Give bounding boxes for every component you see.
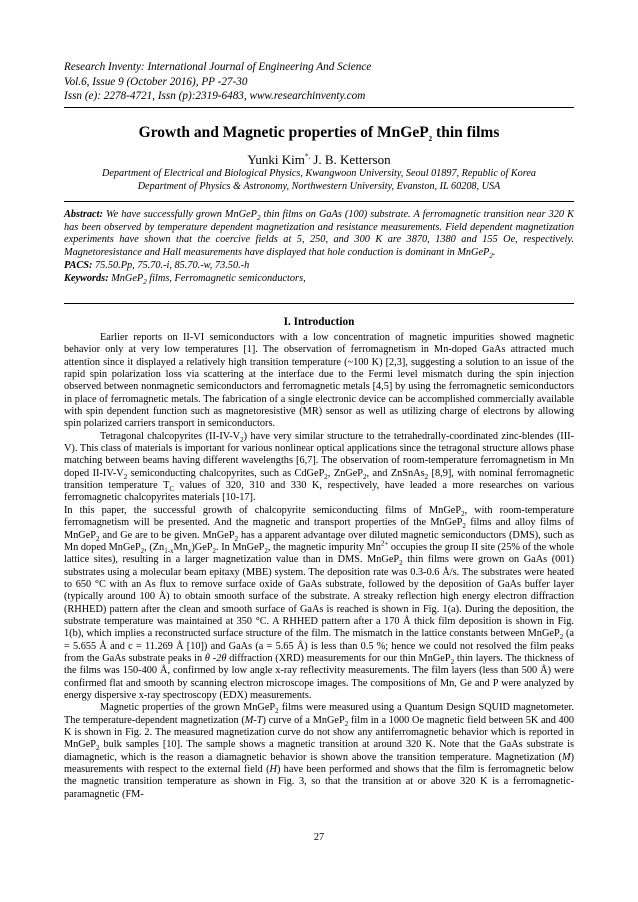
author-line: Yunki Kim*, J. B. Ketterson xyxy=(247,152,391,167)
page-number: 27 xyxy=(313,832,325,843)
section-heading: I. Introduction xyxy=(283,316,355,328)
abstract-rule-bottom xyxy=(64,303,574,304)
keywords-line: Keywords: MnGeP$_2$ films, Ferromagnetic semiconductors, xyxy=(64,272,306,286)
abstract: Abstract: We have successfully grown MnGeP$_2$ thin films on GaAs (100) substrate. A ferromagnetic transition near 320 K has been observed by temperature dependent magnetization and resistance measurements. Field dependent magnetization experiments have shown that the coercive fields at 5, 250, and 300 K are 3870, 1380 and 155 Oe, respectively. Magnetoresistance and Hall measurements have displayed that hole conduction is dominant in MnGeP$_2$. xyxy=(64,209,574,261)
body-text xyxy=(64,332,574,801)
affiliations xyxy=(64,168,574,193)
pacs-line: PACS: 75.50.Pp, 75.70.-i, 85.70.-w, 73.50.-h xyxy=(64,259,250,271)
affiliation-2: Department of Physics & Astronomy, Northwestern University, Evanston, IL 60208, USA xyxy=(137,180,501,192)
affiliation-1: Department of Electrical and Biological Physics, Kwangwoon University, Seoul 01897, Republic of Korea xyxy=(102,168,536,179)
abstract-block xyxy=(64,209,574,285)
paragraph-3: In this paper, the successful growth of chalcopyrite semiconducting films of MnGeP$_2$, with room-temperature ferromagnetism will be presented. And the magnetic and transport properties of the MnGeP$_2$ films and alloy films of MnGeP$_2$ and Ge are to be given. MnGeP$_2$ has a apparent advantage over diluted magnetic semiconductors (DMS), such as Mn doped MnGeP$_2$, $(Zn_{1-x}Mn_x)GeP_2$. In MnGeP$_2$, the magnetic impurity $Mn^{2+}$ occupies the group II site (25% of the whole lattice sites), resulting in a larger magnetization value than in DMS. MnGeP$_2$ thin films were grown on GaAs (001) substrates using a molecular beam epitaxy (MBE) system. The deposition rate was 0.3-0.6 Å/s. The substrates were heated to 650 °C with an As flux to remove surface oxide of GaAs substrate, followed by the deposition of GaAs buffer layer (typically around 100 Å) to obtain smooth surface of the substrate. A streaky reflection high energy electron diffraction (RHHED) pattern after the clean and smooth surface of GaAs is reached is shown in Fig. 1(a). During the deposition, the substrate temperature was maintained at 350 °C. A RHHED pattern after a 170 Å thick film deposition is shown in Fig. 1(b), which implies a reconstructed surface structure of the film. The mismatch in the lattice constants between MnGeP$_2$ (a = 5.655 Å and c = 11.269 Å [10]) and GaAs (a = 5.65 Å) is less than 0.5 %; hence we could not resolved the film peaks from the GaAs substrate peaks in θ -2θ diffraction (XRD) measurements for our thin MnGeP$_2$ thin layers. The thickness of the films was 150-400 Å, confirmed by low angle x-ray reflectivity measurements. The film layers (less than 500 Å) were confirmed flat and smooth by scanning electron microscope images. The compositions of Mn, Ge and P were analyzed by energy dispersive x-ray spectroscopy (EDX) measurements. xyxy=(64,504,574,701)
paragraph-4: Magnetic properties of the grown MnGeP$_2$ films were measured using a Quantum Design SQUID magnetometer. The temperature-dependent magnetization (M-T) curve of a MnGeP$_2$ film in a 1000 Oe magnetic field between 5K and 400 K is shown in Fig. 2. The measured magnetization curve do not show any antiferromagnetic behavior which is reported in MnGeP$_2$ bulk samples [10]. The sample shows a magnetic transition at around 320 K. Note that the GaAs substrate is diamagnetic, which is the reason a diamagnetic behavior is shown above the transition temperature. Magnetization (M) measurements with respect to the external field (H) have been performed and shows that the film is ferromagnetic below the magnetic transition temperature as shown in Fig. 3, so that the transition at or above 320 K is a ferromagnetic-paramagnetic (FM- xyxy=(64,702,574,800)
journal-issn: Issn (e): 2278-4721, Issn (p):2319-6483, www.researchinventy.com xyxy=(64,90,366,102)
journal-volume: Vol.6, Issue 9 (October 2016), PP -27-30 xyxy=(64,75,248,88)
journal-header xyxy=(64,60,574,104)
header-rule xyxy=(64,107,574,108)
abstract-rule-top xyxy=(64,201,574,202)
paragraph-2: Tetragonal chalcopyrites $(II-IV-V_2)$ have very similar structure to the tetrahedrally-coordinated zinc-blendes (III-V). This class of materials is important for various nonlinear optical applications since the tetragonal structure allows phase matching between beams having different wavelengths [6,7]. The observation of room-temperature ferromagnetism in Mn doped $II-IV-V_2$ semiconducting chalcopyrites, such as CdGeP$_2$, ZnGeP$_2$, and ZnSnAs$_2$ [8,9], with nominal ferromagnetic transition temperature $T_C$ values of 320, 310 and 330 K, respectively, have leaded a more researches on various ferromagnetic chalcopyrites materials [10-17]. xyxy=(64,430,575,504)
paper-title: Growth and Magnetic properties of MnGeP$_2$ thin films xyxy=(138,124,500,144)
paragraph-1: Earlier reports on II-VI semiconductors with a low concentration of magnetic impurities showed magnetic behavior only at very low temperatures [1]. The observation of ferromagnetism in Mn-doped GaAs attracted much attention since it displayed a relatively high transition temperature (~100 K) [2,3], suggesting a solution to an issue of the rapid spin polarization loss via scattering at the interface due to the Fermi level mismatch during the spin injection observed between nonmagnetic semiconductors and ferromagnetic metals [4,5] by using the ferromagnetic semiconductors in place of ferromagnetic metals. The fabrication of a single electronic device can be accomplished commercially available with spin dependent function such as magnetoresistive (MR) sensor as well as utilizing charge of electrons by allowing spin polarized carriers transport in semiconductors. xyxy=(64,332,574,430)
journal-name: Research Inventy: International Journal of Engineering And Science xyxy=(64,61,372,73)
